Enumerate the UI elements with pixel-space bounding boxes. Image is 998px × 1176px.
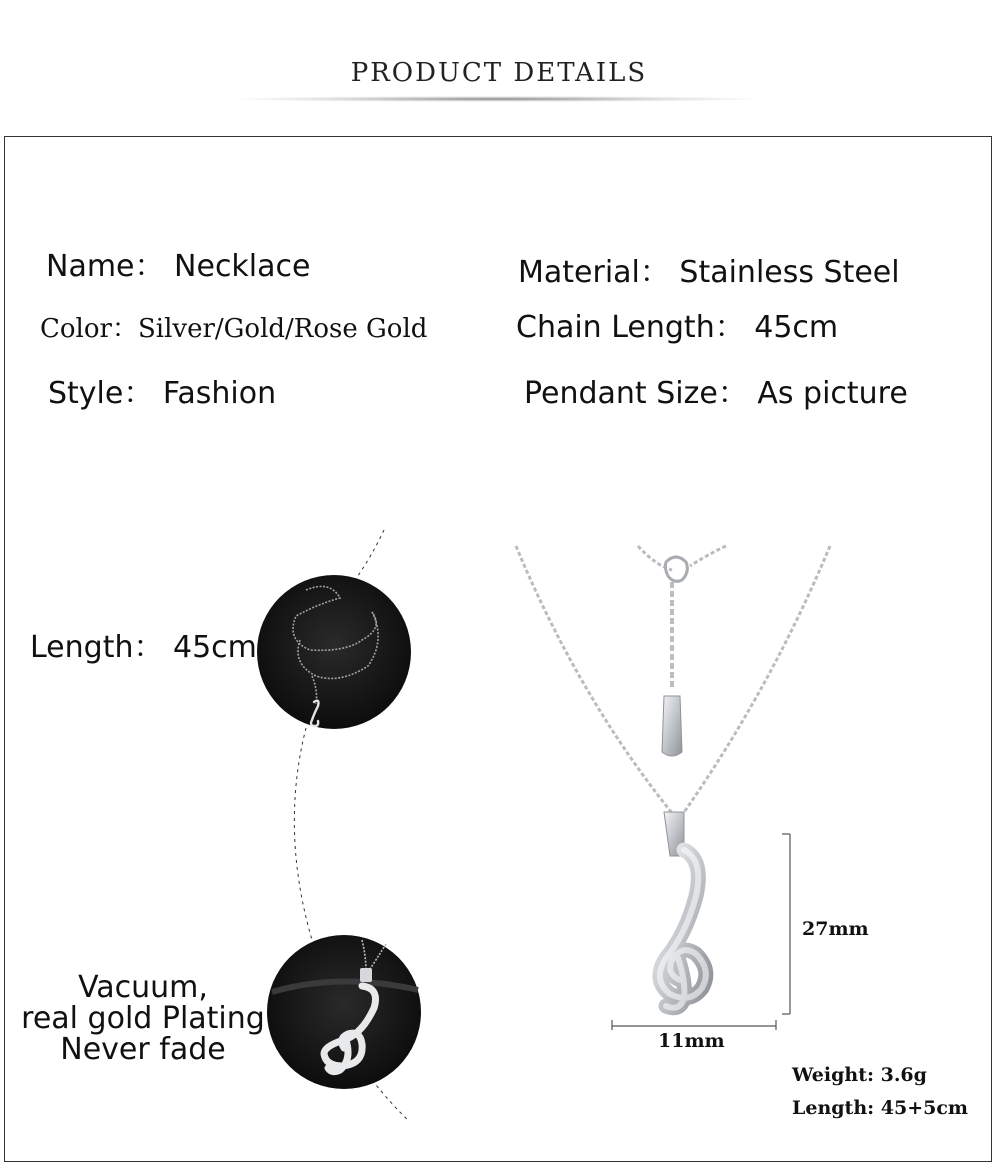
spec-color: Color：Silver/Gold/Rose Gold	[40, 314, 428, 344]
plating-line-2: real gold Plating	[21, 1001, 265, 1036]
connector-curve-bottom	[372, 1080, 408, 1120]
chain-photo-circle	[257, 575, 411, 729]
width-dimension-line	[612, 1020, 776, 1030]
chain-necklace-icon	[516, 546, 830, 1008]
weight-label: Weight: 3.6g	[792, 1064, 927, 1086]
spec-material: Material： Stainless Steel	[518, 255, 900, 290]
connector-curve-middle	[294, 728, 312, 940]
height-label: 27mm	[802, 918, 869, 940]
spec-style: Style： Fashion	[48, 376, 277, 411]
page-title: PRODUCT DETAILS	[350, 58, 648, 88]
plating-callout	[12, 972, 274, 1065]
plating-line-1: Vacuum,	[78, 970, 208, 1005]
spec-chain-length: Chain Length： 45cm	[516, 310, 839, 345]
spec-name: Name： Necklace	[46, 249, 311, 284]
spec-pendant-size: Pendant Size： As picture	[524, 376, 908, 411]
pendant-photo-circle	[267, 935, 421, 1089]
length-callout: Length： 45cm	[30, 630, 257, 665]
total-length-label: Length: 45+5cm	[792, 1097, 969, 1119]
width-label: 11mm	[658, 1030, 725, 1052]
plating-line-3: Never fade	[60, 1032, 226, 1067]
height-dimension-line	[782, 834, 790, 1014]
